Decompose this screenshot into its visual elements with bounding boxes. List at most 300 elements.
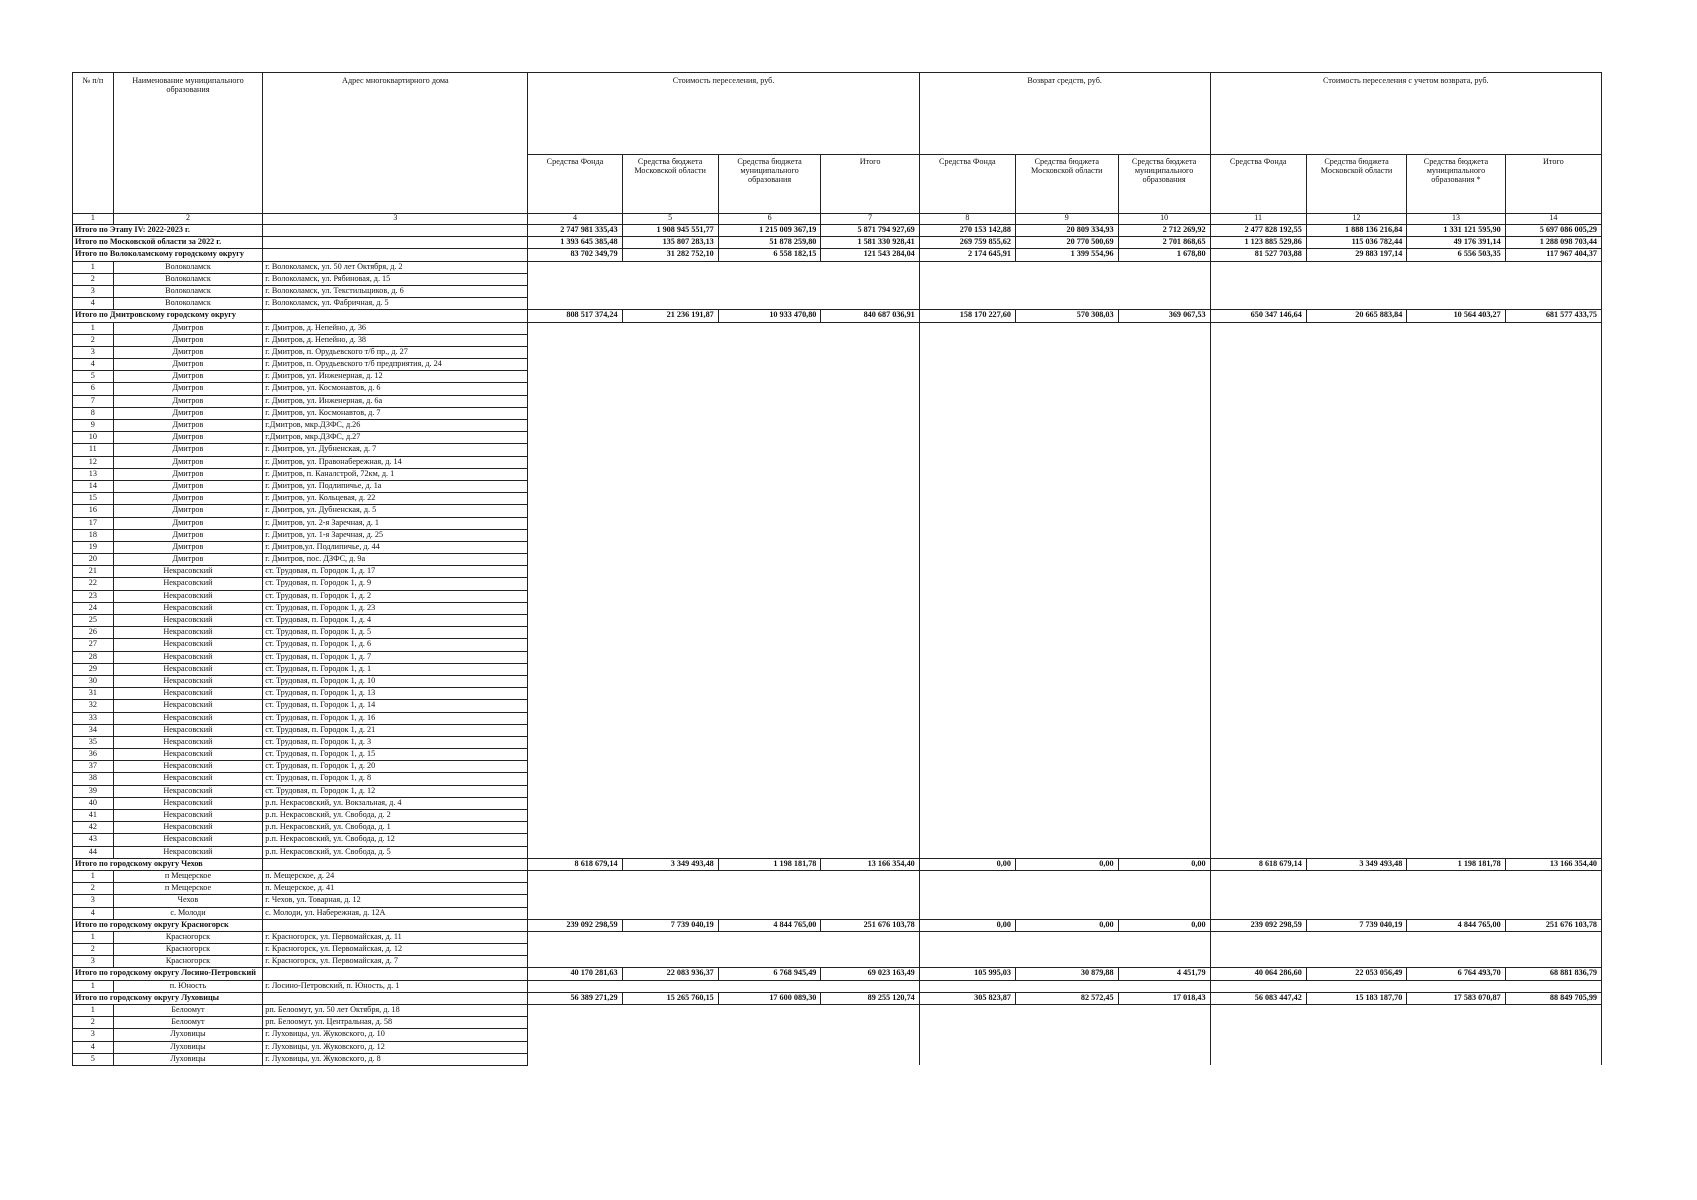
section-total-value: 20 809 334,93 [1015, 225, 1118, 237]
row-number: 24 [73, 602, 114, 614]
row-municipality: Дмитров [113, 395, 263, 407]
row-address: г. Дмитров, п. Орудьевского т/б пр., д. 27 [263, 346, 528, 358]
section-total-label: Итого по Этапу IV: 2022-2023 г. [73, 225, 263, 237]
row-number: 4 [73, 298, 114, 310]
resettlement-table [72, 72, 1602, 1066]
empty-value-block [1210, 322, 1601, 858]
section-total-value: 1 215 009 367,19 [718, 225, 821, 237]
row-municipality: п Мещерское [113, 870, 263, 882]
row-address: г. Дмитров, ул. Космонавтов, д. 6 [263, 383, 528, 395]
row-address: г. Лосино-Петровский, п. Юность, д. 1 [263, 980, 528, 992]
row-municipality: Некрасовский [113, 785, 263, 797]
row-municipality: Дмитров [113, 493, 263, 505]
row-number: 40 [73, 797, 114, 809]
section-total-value: 40 170 281,63 [528, 968, 622, 980]
row-address: г. Дмитров, пос. ДЗФС, д. 9а [263, 554, 528, 566]
section-total-value: 10 564 403,27 [1407, 310, 1505, 322]
table-row [73, 931, 1602, 943]
row-address: г. Дмитров, ул. 1-я Заречная, д. 25 [263, 529, 528, 541]
row-address: г. Красногорск, ул. Первомайская, д. 11 [263, 931, 528, 943]
col-header-municipality: Наименование муниципального образования [113, 73, 263, 214]
row-number: 17 [73, 517, 114, 529]
section-total-value: 270 153 142,88 [919, 225, 1015, 237]
row-municipality: Дмитров [113, 468, 263, 480]
section-total-value: 2 701 868,65 [1118, 237, 1210, 249]
section-total-value: 681 577 433,75 [1505, 310, 1601, 322]
section-total-value: 840 687 036,91 [821, 310, 919, 322]
row-number: 4 [73, 359, 114, 371]
row-address: г. Красногорск, ул. Первомайская, д. 12 [263, 944, 528, 956]
section-total-value: 81 527 703,88 [1210, 249, 1306, 261]
row-municipality: Дмитров [113, 541, 263, 553]
row-number: 26 [73, 627, 114, 639]
row-municipality: Некрасовский [113, 615, 263, 627]
section-total-value: 22 083 936,37 [622, 968, 718, 980]
section-total-value: 650 347 146,64 [1210, 310, 1306, 322]
row-municipality: Луховицы [113, 1029, 263, 1041]
col-header-address: Адрес многоквартирного дома [263, 73, 528, 214]
row-number: 43 [73, 834, 114, 846]
row-address: г. Волоколамск, ул. 50 лет Октября, д. 2 [263, 261, 528, 273]
section-total-value: 808 517 374,24 [528, 310, 622, 322]
column-number: 13 [1407, 214, 1505, 225]
row-number: 3 [73, 895, 114, 907]
row-municipality: Красногорск [113, 931, 263, 943]
section-total-value: 105 995,03 [919, 968, 1015, 980]
row-municipality: Дмитров [113, 383, 263, 395]
row-number: 2 [73, 944, 114, 956]
section-total-value: 0,00 [1118, 919, 1210, 931]
row-municipality: Белоомут [113, 1017, 263, 1029]
row-address: ст. Трудовая, п. Городок 1, д. 1 [263, 663, 528, 675]
section-total-label: Итого по городскому округу Красногорск [73, 919, 263, 931]
row-municipality: Дмитров [113, 359, 263, 371]
row-address: г.Дмитров, мкр.ДЗФС, д.26 [263, 420, 528, 432]
row-number: 5 [73, 371, 114, 383]
row-address: г. Дмитров, ул. Кольцевая, д. 22 [263, 493, 528, 505]
section-total-label: Итого по городскому округу Чехов [73, 858, 263, 870]
row-address: г. Луховицы, ул. Жуковского, д. 10 [263, 1029, 528, 1041]
row-municipality: с. Молоди [113, 907, 263, 919]
row-municipality: Некрасовский [113, 663, 263, 675]
sub-header: Средства Фонда [1210, 155, 1306, 214]
empty-value-block [528, 261, 919, 310]
row-address: г. Дмитров, ул. Космонавтов, д. 7 [263, 407, 528, 419]
row-address: ст. Трудовая, п. Городок 1, д. 23 [263, 602, 528, 614]
row-number: 2 [73, 883, 114, 895]
sub-header: Средства бюджета муниципального образования [718, 155, 821, 214]
row-number: 7 [73, 395, 114, 407]
section-total-value: 0,00 [1015, 858, 1118, 870]
row-municipality: Дмитров [113, 517, 263, 529]
row-number: 30 [73, 675, 114, 687]
row-municipality: Дмитров [113, 420, 263, 432]
row-address: р.п. Некрасовский, ул. Свобода, д. 12 [263, 834, 528, 846]
row-address: г. Чехов, ул. Товарная, д. 12 [263, 895, 528, 907]
row-municipality: Некрасовский [113, 578, 263, 590]
row-address: р.п. Некрасовский, ул. Вокзальная, д. 4 [263, 797, 528, 809]
section-total-value: 2 712 269,92 [1118, 225, 1210, 237]
sub-header: Итого [821, 155, 919, 214]
row-number: 2 [73, 1017, 114, 1029]
table-row [73, 322, 1602, 334]
row-number: 14 [73, 480, 114, 492]
row-number: 33 [73, 712, 114, 724]
section-total-value: 1 393 645 385,48 [528, 237, 622, 249]
section-total-label: Итого по Московской области за 2022 г. [73, 237, 263, 249]
section-total-value: 17 018,43 [1118, 992, 1210, 1004]
row-municipality: Некрасовский [113, 834, 263, 846]
column-number: 1 [73, 214, 114, 225]
row-address: р.п. Некрасовский, ул. Свобода, д. 5 [263, 846, 528, 858]
row-address: п. Мещерское, д. 24 [263, 870, 528, 882]
row-municipality: Волоколамск [113, 285, 263, 297]
column-number: 3 [263, 214, 528, 225]
empty-value-block [528, 870, 919, 919]
row-number: 32 [73, 700, 114, 712]
row-number: 3 [73, 956, 114, 968]
section-total-value: 0,00 [1015, 919, 1118, 931]
row-number: 39 [73, 785, 114, 797]
section-total-address-cell [263, 858, 528, 870]
section-total-value: 0,00 [919, 858, 1015, 870]
row-number: 2 [73, 334, 114, 346]
row-address: ст. Трудовая, п. Городок 1, д. 14 [263, 700, 528, 712]
row-address: ст. Трудовая, п. Городок 1, д. 20 [263, 761, 528, 773]
section-total-value: 7 739 040,19 [622, 919, 718, 931]
section-total-value: 1 198 181,78 [1407, 858, 1505, 870]
row-number: 31 [73, 688, 114, 700]
row-municipality: Некрасовский [113, 639, 263, 651]
row-municipality: Некрасовский [113, 749, 263, 761]
row-number: 21 [73, 566, 114, 578]
row-municipality: Некрасовский [113, 773, 263, 785]
row-municipality: Некрасовский [113, 675, 263, 687]
section-total-value: 56 083 447,42 [1210, 992, 1306, 1004]
empty-value-block [1210, 261, 1601, 310]
row-municipality: Некрасовский [113, 846, 263, 858]
row-address: г. Дмитров, п. Орудьевского т/б предприятия, д. 24 [263, 359, 528, 371]
section-total-value: 69 023 163,49 [821, 968, 919, 980]
row-address: г.Дмитров, мкр.ДЗФС, д.27 [263, 432, 528, 444]
row-address: ст. Трудовая, п. Городок 1, д. 13 [263, 688, 528, 700]
document-sheet [72, 72, 1602, 1066]
row-address: г. Дмитров, ул. Дубненская, д. 7 [263, 444, 528, 456]
row-address: ст. Трудовая, п. Городок 1, д. 17 [263, 566, 528, 578]
section-total-row [73, 249, 1602, 261]
sub-header: Средства бюджета Московской области [622, 155, 718, 214]
section-total-value: 3 349 493,48 [622, 858, 718, 870]
section-total-value: 2 747 981 335,43 [528, 225, 622, 237]
sub-header: Итого [1505, 155, 1601, 214]
row-municipality: Волоколамск [113, 261, 263, 273]
row-address: г. Красногорск, ул. Первомайская, д. 7 [263, 956, 528, 968]
section-total-value: 4 844 765,00 [1407, 919, 1505, 931]
group-header-cost: Стоимость переселения, руб. [528, 73, 919, 155]
empty-value-block [1210, 1005, 1601, 1066]
sub-header: Средства Фонда [528, 155, 622, 214]
column-number: 4 [528, 214, 622, 225]
row-municipality: Волоколамск [113, 298, 263, 310]
row-municipality: Волоколамск [113, 273, 263, 285]
section-total-value: 1 908 945 551,77 [622, 225, 718, 237]
row-number: 2 [73, 273, 114, 285]
row-address: ст. Трудовая, п. Городок 1, д. 3 [263, 736, 528, 748]
column-number: 5 [622, 214, 718, 225]
section-total-value: 89 255 120,74 [821, 992, 919, 1004]
row-municipality: Дмитров [113, 529, 263, 541]
table-row [73, 980, 1602, 992]
row-address: г. Дмитров, д. Непейно, д. 36 [263, 322, 528, 334]
row-address: ст. Трудовая, п. Городок 1, д. 16 [263, 712, 528, 724]
table-row [73, 261, 1602, 273]
section-total-value: 83 702 349,79 [528, 249, 622, 261]
empty-value-block [528, 1005, 919, 1066]
row-address: ст. Трудовая, п. Городок 1, д. 15 [263, 749, 528, 761]
empty-value-block [528, 322, 919, 858]
row-municipality: Некрасовский [113, 602, 263, 614]
empty-value-block [919, 1005, 1210, 1066]
section-total-value: 1 288 098 703,44 [1505, 237, 1601, 249]
row-municipality: Некрасовский [113, 627, 263, 639]
section-total-address-cell [263, 968, 528, 980]
row-address: ст. Трудовая, п. Городок 1, д. 2 [263, 590, 528, 602]
section-total-value: 31 282 752,10 [622, 249, 718, 261]
row-municipality: Луховицы [113, 1053, 263, 1065]
empty-value-block [528, 931, 919, 968]
section-total-value: 1 198 181,78 [718, 858, 821, 870]
row-number: 27 [73, 639, 114, 651]
section-total-value: 51 878 259,80 [718, 237, 821, 249]
row-address: ст. Трудовая, п. Городок 1, д. 4 [263, 615, 528, 627]
section-total-value: 68 881 836,79 [1505, 968, 1601, 980]
row-address: г. Волоколамск, ул. Текстильщиков, д. 6 [263, 285, 528, 297]
row-address: г. Луховицы, ул. Жуковского, д. 12 [263, 1041, 528, 1053]
row-address: п. Мещерское, д. 41 [263, 883, 528, 895]
row-municipality: Некрасовский [113, 700, 263, 712]
section-total-value: 158 170 227,60 [919, 310, 1015, 322]
row-number: 1 [73, 322, 114, 334]
section-total-value: 13 166 354,40 [821, 858, 919, 870]
group-header-refund: Возврат средств, руб. [919, 73, 1210, 155]
section-total-row [73, 919, 1602, 931]
row-address: г. Волоколамск, ул. Рябиновая, д. 15 [263, 273, 528, 285]
row-number: 1 [73, 870, 114, 882]
row-number: 38 [73, 773, 114, 785]
row-municipality: Некрасовский [113, 688, 263, 700]
row-number: 20 [73, 554, 114, 566]
col-header-num: № п/п [73, 73, 114, 214]
row-number: 28 [73, 651, 114, 663]
empty-value-block [1210, 980, 1601, 992]
section-total-value: 20 665 883,84 [1306, 310, 1407, 322]
row-municipality: Дмитров [113, 432, 263, 444]
section-total-address-cell [263, 992, 528, 1004]
row-address: г. Дмитров, п. Каналстрой, 72км, д. 1 [263, 468, 528, 480]
section-total-value: 49 176 391,14 [1407, 237, 1505, 249]
row-address: г. Дмитров, ул. Инженерная, д. 12 [263, 371, 528, 383]
column-number: 7 [821, 214, 919, 225]
row-number: 3 [73, 346, 114, 358]
section-total-value: 269 759 855,62 [919, 237, 1015, 249]
section-total-value: 570 308,03 [1015, 310, 1118, 322]
row-municipality: Некрасовский [113, 810, 263, 822]
section-total-address-cell [263, 919, 528, 931]
section-total-value: 1 678,80 [1118, 249, 1210, 261]
row-number: 11 [73, 444, 114, 456]
column-number: 12 [1306, 214, 1407, 225]
row-number: 5 [73, 1053, 114, 1065]
section-total-value: 82 572,45 [1015, 992, 1118, 1004]
row-number: 42 [73, 822, 114, 834]
row-municipality: Некрасовский [113, 797, 263, 809]
row-number: 4 [73, 1041, 114, 1053]
section-total-row [73, 310, 1602, 322]
column-number: 2 [113, 214, 263, 225]
row-number: 23 [73, 590, 114, 602]
sub-header: Средства бюджета Московской области [1306, 155, 1407, 214]
row-municipality: Некрасовский [113, 761, 263, 773]
section-total-value: 8 618 679,14 [1210, 858, 1306, 870]
section-total-value: 5 697 086 005,29 [1505, 225, 1601, 237]
empty-value-block [919, 322, 1210, 858]
row-number: 1 [73, 980, 114, 992]
section-total-value: 15 183 187,70 [1306, 992, 1407, 1004]
row-address: г. Дмитров,ул. Подлипичье, д. 44 [263, 541, 528, 553]
row-municipality: Некрасовский [113, 736, 263, 748]
column-number: 11 [1210, 214, 1306, 225]
row-address: г. Дмитров, ул. Подлипичье, д. 1а [263, 480, 528, 492]
empty-value-block [528, 980, 919, 992]
row-municipality: Дмитров [113, 480, 263, 492]
row-number: 15 [73, 493, 114, 505]
empty-value-block [919, 980, 1210, 992]
table-row [73, 870, 1602, 882]
section-total-value: 239 092 298,59 [1210, 919, 1306, 931]
section-total-row [73, 968, 1602, 980]
empty-value-block [919, 870, 1210, 919]
section-total-row [73, 858, 1602, 870]
row-municipality: Дмитров [113, 407, 263, 419]
empty-value-block [1210, 931, 1601, 968]
section-total-value: 8 618 679,14 [528, 858, 622, 870]
row-address: ст. Трудовая, п. Городок 1, д. 7 [263, 651, 528, 663]
section-total-label: Итого по Волоколамскому городскому округу [73, 249, 263, 261]
section-total-value: 251 676 103,78 [1505, 919, 1601, 931]
row-number: 9 [73, 420, 114, 432]
section-total-value: 10 933 470,80 [718, 310, 821, 322]
row-address: ст. Трудовая, п. Городок 1, д. 5 [263, 627, 528, 639]
row-number: 16 [73, 505, 114, 517]
row-number: 44 [73, 846, 114, 858]
section-total-address-cell [263, 249, 528, 261]
section-total-value: 1 123 885 529,86 [1210, 237, 1306, 249]
row-number: 3 [73, 285, 114, 297]
row-number: 41 [73, 810, 114, 822]
section-total-value: 21 236 191,87 [622, 310, 718, 322]
row-address: г. Дмитров, ул. 2-я Заречная, д. 1 [263, 517, 528, 529]
row-number: 19 [73, 541, 114, 553]
section-total-value: 1 331 121 595,90 [1407, 225, 1505, 237]
section-total-value: 15 265 760,15 [622, 992, 718, 1004]
section-total-label: Итого по городскому округу Лосино-Петровский [73, 968, 263, 980]
row-municipality: Дмитров [113, 456, 263, 468]
row-municipality: Дмитров [113, 334, 263, 346]
section-total-value: 0,00 [919, 919, 1015, 931]
row-municipality: Красногорск [113, 956, 263, 968]
section-total-value: 29 883 197,14 [1306, 249, 1407, 261]
row-municipality: Дмитров [113, 322, 263, 334]
section-total-label: Итого по городскому округу Луховицы [73, 992, 263, 1004]
section-total-value: 2 477 828 192,55 [1210, 225, 1306, 237]
section-total-value: 5 871 794 927,69 [821, 225, 919, 237]
section-total-value: 6 556 503,35 [1407, 249, 1505, 261]
row-municipality: Дмитров [113, 371, 263, 383]
row-municipality: Дмитров [113, 346, 263, 358]
row-number: 18 [73, 529, 114, 541]
section-total-value: 20 770 500,69 [1015, 237, 1118, 249]
row-municipality: Некрасовский [113, 724, 263, 736]
row-address: г. Дмитров, ул. Правонабережная, д. 14 [263, 456, 528, 468]
row-number: 10 [73, 432, 114, 444]
row-municipality: Дмитров [113, 444, 263, 456]
section-total-value: 88 849 705,99 [1505, 992, 1601, 1004]
table-row [73, 1005, 1602, 1017]
row-address: р.п. Некрасовский, ул. Свобода, д. 2 [263, 810, 528, 822]
row-address: ст. Трудовая, п. Городок 1, д. 8 [263, 773, 528, 785]
row-address: рп. Белоомут, ул. Центральная, д. 58 [263, 1017, 528, 1029]
section-total-value: 6 558 182,15 [718, 249, 821, 261]
section-total-address-cell [263, 237, 528, 249]
row-address: ст. Трудовая, п. Городок 1, д. 21 [263, 724, 528, 736]
row-number: 25 [73, 615, 114, 627]
row-municipality: Некрасовский [113, 566, 263, 578]
row-number: 35 [73, 736, 114, 748]
row-municipality: Луховицы [113, 1041, 263, 1053]
row-municipality: Некрасовский [113, 651, 263, 663]
section-total-label: Итого по Дмитровскому городскому округу [73, 310, 263, 322]
section-total-row [73, 992, 1602, 1004]
sub-header: Средства бюджета муниципального образования * [1407, 155, 1505, 214]
column-number: 6 [718, 214, 821, 225]
row-address: г. Дмитров, д. Непейно, д. 38 [263, 334, 528, 346]
row-number: 34 [73, 724, 114, 736]
row-number: 36 [73, 749, 114, 761]
section-total-value: 13 166 354,40 [1505, 858, 1601, 870]
column-number: 9 [1015, 214, 1118, 225]
section-total-value: 40 064 286,60 [1210, 968, 1306, 980]
row-municipality: Белоомут [113, 1005, 263, 1017]
row-address: ст. Трудовая, п. Городок 1, д. 10 [263, 675, 528, 687]
row-municipality: Дмитров [113, 505, 263, 517]
section-total-value: 6 764 493,70 [1407, 968, 1505, 980]
row-address: с. Молоди, ул. Набережная, д. 12А [263, 907, 528, 919]
row-address: ст. Трудовая, п. Городок 1, д. 6 [263, 639, 528, 651]
row-address: г. Дмитров, ул. Дубненская, д. 5 [263, 505, 528, 517]
row-number: 6 [73, 383, 114, 395]
section-total-value: 1 888 136 216,84 [1306, 225, 1407, 237]
section-total-address-cell [263, 310, 528, 322]
row-municipality: Чехов [113, 895, 263, 907]
section-total-value: 369 067,53 [1118, 310, 1210, 322]
row-number: 1 [73, 261, 114, 273]
row-address: р.п. Некрасовский, ул. Свобода, д. 1 [263, 822, 528, 834]
row-number: 29 [73, 663, 114, 675]
row-address: ст. Трудовая, п. Городок 1, д. 12 [263, 785, 528, 797]
row-number: 22 [73, 578, 114, 590]
sub-header: Средства Фонда [919, 155, 1015, 214]
section-total-value: 17 583 070,87 [1407, 992, 1505, 1004]
